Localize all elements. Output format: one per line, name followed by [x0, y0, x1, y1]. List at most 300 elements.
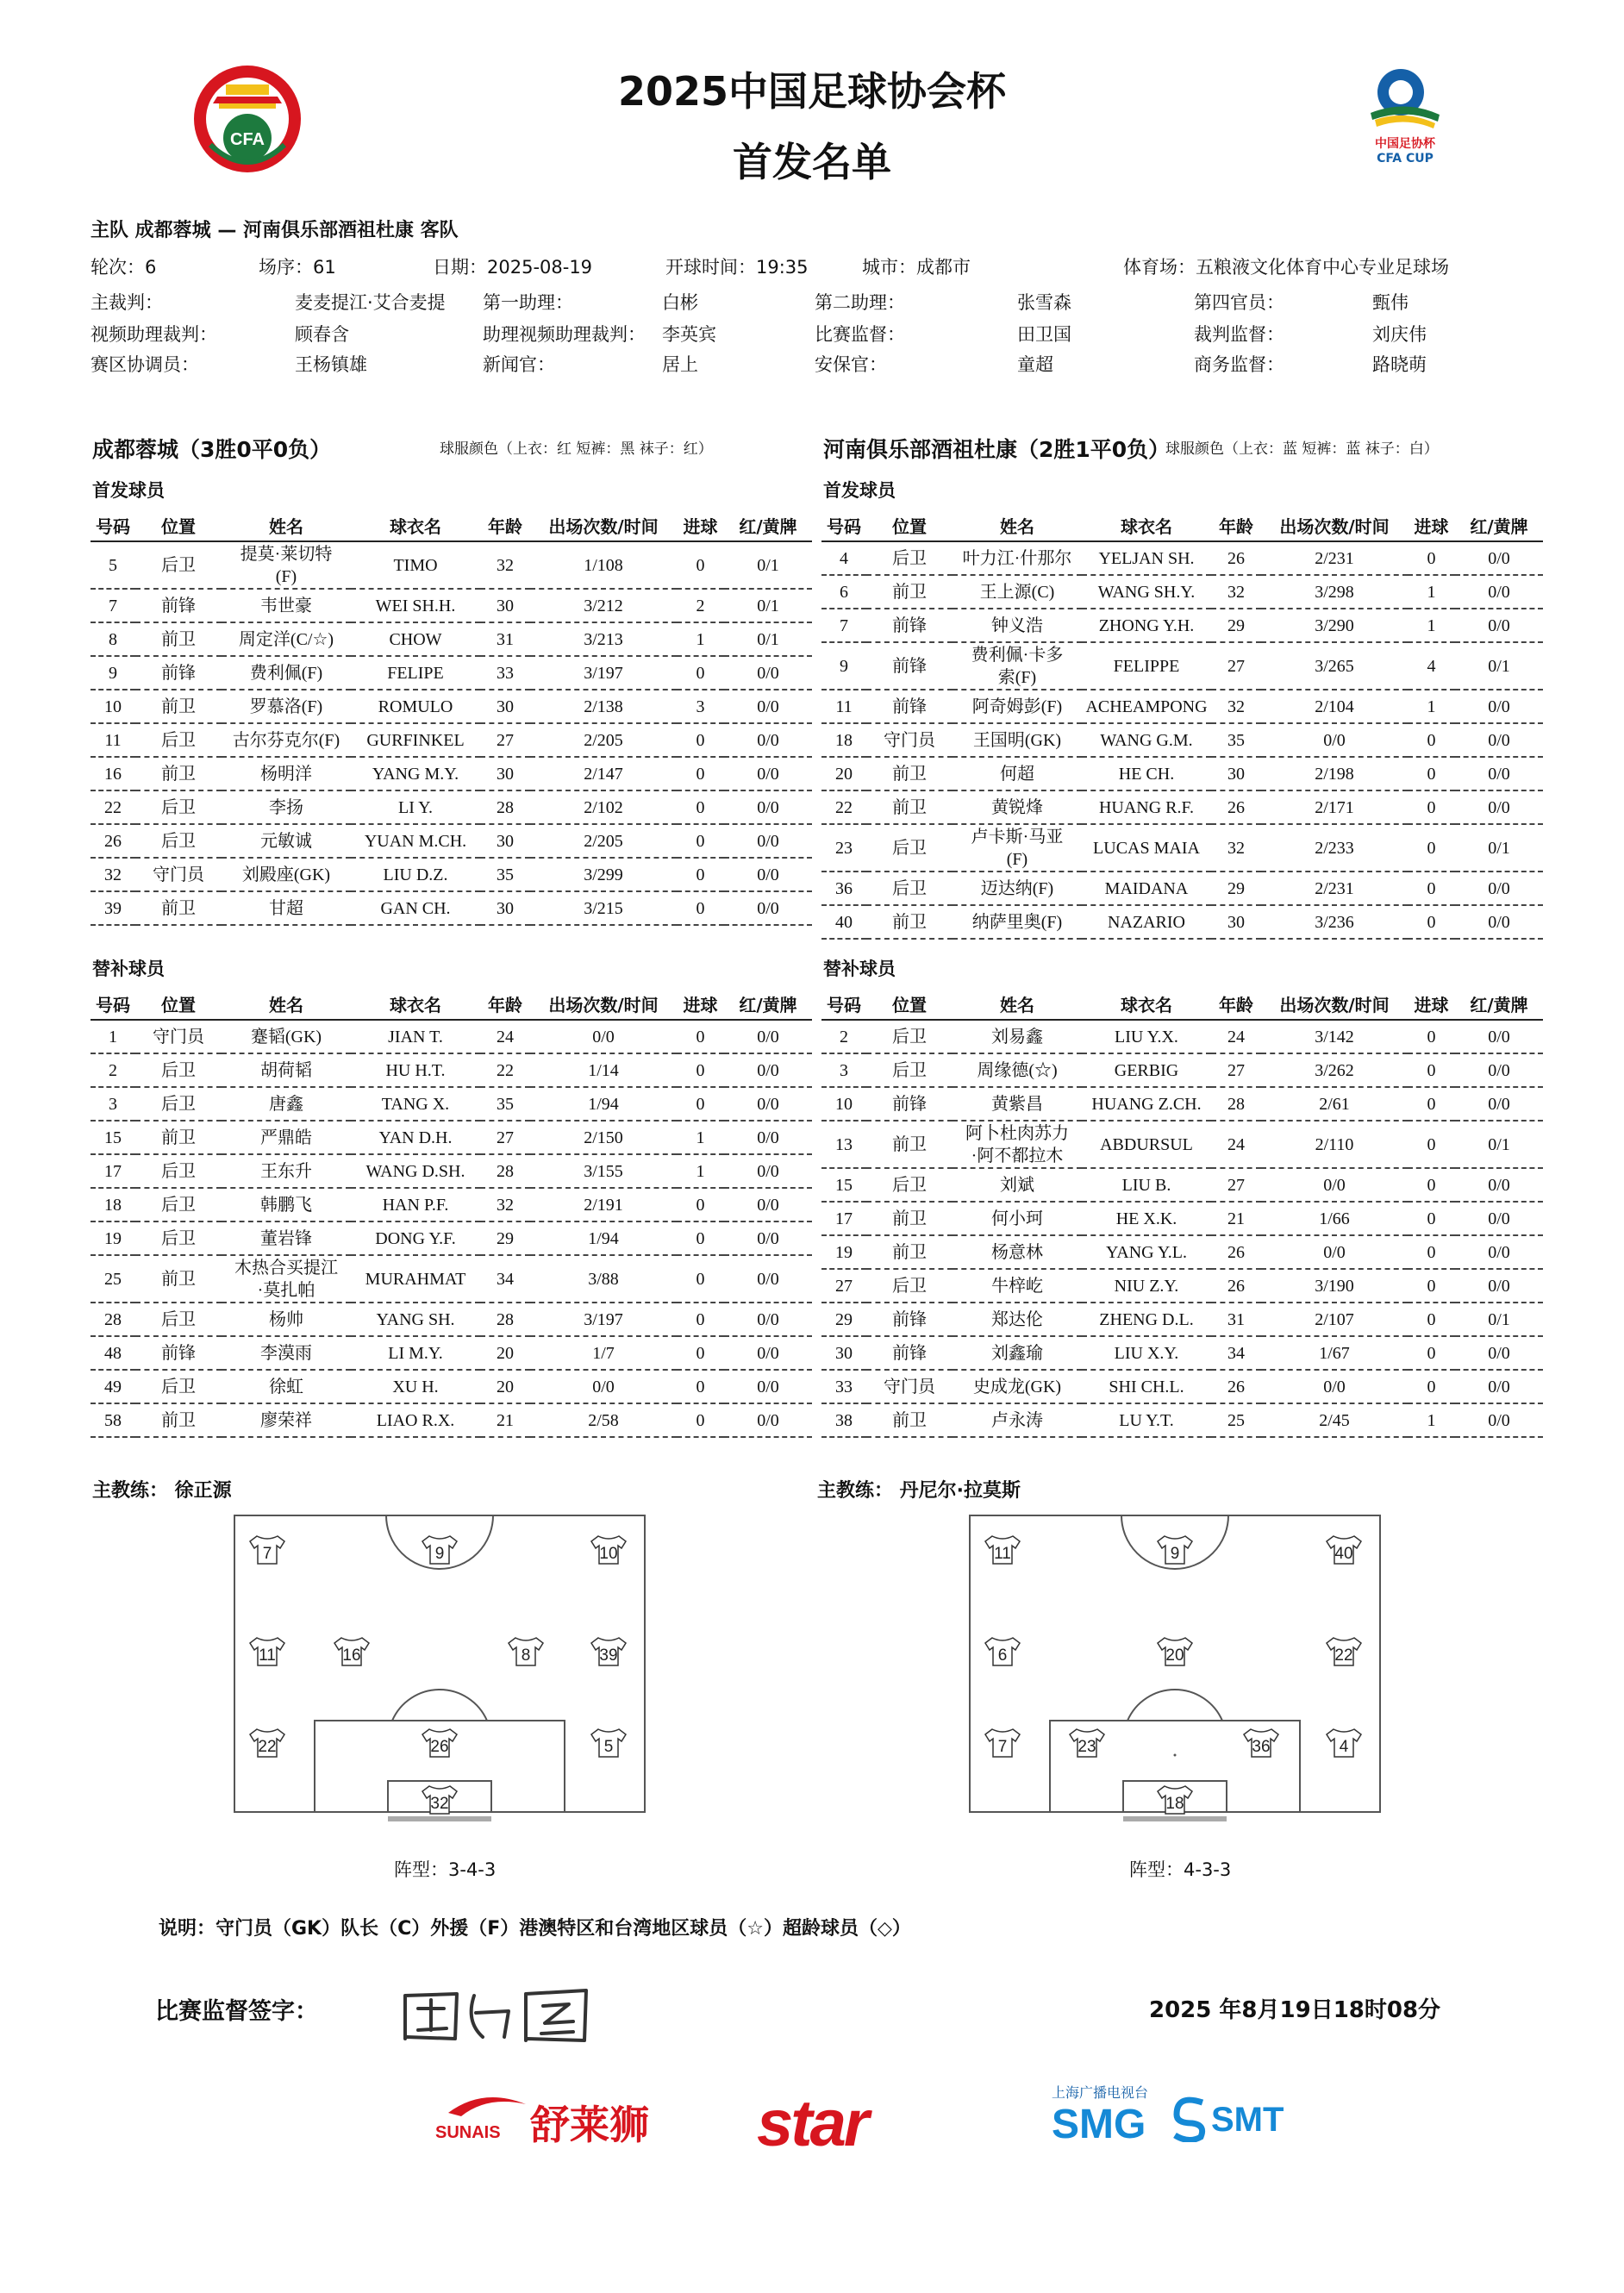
cell-number: 36: [821, 872, 866, 905]
cell-appearances: 2/233: [1261, 824, 1408, 872]
cell-number: 2: [821, 1020, 866, 1053]
cell-cards: 0/0: [724, 1020, 812, 1053]
cell-shirt-name: HUANG Z.CH.: [1082, 1087, 1211, 1121]
player-shirt-icon: [250, 1638, 284, 1665]
cell-appearances: 3/298: [1261, 575, 1408, 609]
cell-shirt-name: HE CH.: [1082, 757, 1211, 790]
cell-position: 后卫: [135, 1087, 222, 1121]
player-row: [821, 1303, 1543, 1336]
cell-age: 25: [1211, 1403, 1261, 1437]
cell-number: 17: [91, 1154, 135, 1188]
player-row: [821, 1235, 1543, 1269]
cell-appearances: 3/155: [530, 1154, 677, 1188]
cell-shirt-name: HAN P.F.: [351, 1188, 480, 1221]
cell-goals: 0: [1408, 872, 1455, 905]
cell-number: 26: [91, 824, 135, 858]
cell-goals: 0: [677, 1255, 724, 1303]
smt-s-icon: [1168, 2094, 1211, 2142]
cell-position: 后卫: [135, 1154, 222, 1188]
player-row: [91, 1403, 812, 1437]
player-shirt-icon: [1158, 1536, 1192, 1564]
cell-position: 前卫: [135, 757, 222, 790]
cell-shirt-name: MURAHMAT: [351, 1255, 480, 1303]
cell-number: 9: [821, 642, 866, 690]
column-header-shirt-name: 球衣名: [1082, 988, 1211, 1020]
cell-position: 后卫: [866, 824, 953, 872]
cell-appearances: 2/102: [530, 790, 677, 824]
shirt-number: 16: [342, 1646, 361, 1665]
cell-name: 提莫·莱切特(F): [222, 541, 351, 589]
cell-cards: 0/0: [1455, 1370, 1543, 1403]
official-label: 赛区协调员：: [91, 354, 199, 375]
cell-age: 35: [480, 1087, 530, 1121]
cell-age: 28: [480, 1154, 530, 1188]
player-row: [821, 1336, 1543, 1370]
player-row: [91, 1370, 812, 1403]
cell-position: 后卫: [866, 541, 953, 575]
official-label: 第二助理：: [815, 292, 905, 313]
official-name: 路晓萌: [1372, 354, 1427, 375]
shirt-number: 26: [430, 1738, 449, 1756]
column-header-goals: 进球: [677, 988, 724, 1020]
cell-position: 后卫: [866, 872, 953, 905]
official-name: 童超: [1017, 354, 1053, 375]
shirt-number: 9: [434, 1545, 445, 1563]
cell-shirt-name: NIU Z.Y.: [1082, 1269, 1211, 1303]
handwritten-signature: [397, 1970, 638, 2047]
cell-shirt-name: LIU Y.X.: [1082, 1020, 1211, 1053]
cell-name: 史成龙(GK): [953, 1370, 1082, 1403]
cell-position: 前锋: [135, 1336, 222, 1370]
column-header-shirt-name: 球衣名: [351, 988, 480, 1020]
cell-number: 1: [91, 1020, 135, 1053]
cell-number: 16: [91, 757, 135, 790]
cell-number: 19: [91, 1221, 135, 1255]
cell-goals: 0: [1408, 1336, 1455, 1370]
cell-number: 38: [821, 1403, 866, 1437]
player-shirt-icon: [334, 1638, 369, 1665]
cell-number: 33: [821, 1370, 866, 1403]
cell-appearances: 3/197: [530, 656, 677, 690]
cell-position: 前锋: [135, 589, 222, 622]
cell-age: 30: [1211, 905, 1261, 939]
column-header-name: 姓名: [953, 509, 1082, 541]
cell-position: 前卫: [135, 622, 222, 656]
official-label: 第四官员：: [1194, 292, 1284, 313]
cell-position: 守门员: [135, 1020, 222, 1053]
cell-goals: 0: [1408, 1053, 1455, 1087]
official-name: 张雪森: [1017, 292, 1071, 313]
cell-number: 4: [821, 541, 866, 575]
cell-goals: 0: [677, 541, 724, 589]
cell-age: 29: [1211, 609, 1261, 642]
cell-name: 黄锐烽: [953, 790, 1082, 824]
cell-cards: 0/0: [1455, 872, 1543, 905]
player-row: [91, 1188, 812, 1221]
column-header-goals: 进球: [677, 509, 724, 541]
shirt-number: 40: [1334, 1545, 1353, 1563]
cell-number: 15: [821, 1168, 866, 1202]
cell-number: 3: [91, 1087, 135, 1121]
cell-position: 前锋: [866, 642, 953, 690]
cell-number: 8: [91, 622, 135, 656]
cell-appearances: 0/0: [530, 1020, 677, 1053]
cell-goals: 0: [1408, 1202, 1455, 1235]
cell-cards: 0/0: [1455, 790, 1543, 824]
shirt-number: 9: [1170, 1545, 1180, 1563]
cell-name: 钟义浩: [953, 609, 1082, 642]
cell-number: 23: [821, 824, 866, 872]
cell-appearances: 2/147: [530, 757, 677, 790]
cell-age: 32: [1211, 824, 1261, 872]
shirt-number: 39: [599, 1646, 618, 1665]
cell-age: 28: [1211, 1087, 1261, 1121]
cup-en: CFA CUP: [1377, 152, 1433, 166]
cell-shirt-name: TANG X.: [351, 1087, 480, 1121]
cell-cards: 0/0: [1455, 1168, 1543, 1202]
cell-name: 木热合买提江·莫扎帕: [222, 1255, 351, 1303]
cell-appearances: 2/61: [1261, 1087, 1408, 1121]
official-label: 助理视频助理裁判：: [483, 324, 646, 345]
kickoff-time: 开球时间：19:35: [665, 257, 809, 278]
cell-position: 后卫: [135, 1221, 222, 1255]
cell-age: 21: [480, 1403, 530, 1437]
cell-goals: 0: [677, 1403, 724, 1437]
cell-goals: 0: [677, 858, 724, 891]
home-starters-label: 首发球员: [92, 480, 165, 501]
cell-name: 刘斌: [953, 1168, 1082, 1202]
cell-shirt-name: HUANG R.F.: [1082, 790, 1211, 824]
official-name: 甄伟: [1372, 292, 1409, 313]
cell-name: 杨明洋: [222, 757, 351, 790]
cell-shirt-name: YAN D.H.: [351, 1121, 480, 1154]
page-subtitle: 首发名单: [733, 139, 891, 185]
player-row: [91, 891, 812, 925]
player-row: [91, 1020, 812, 1053]
cell-appearances: 0/0: [1261, 1370, 1408, 1403]
player-row: [821, 824, 1543, 872]
cell-shirt-name: LIU X.Y.: [1082, 1336, 1211, 1370]
column-header-name: 姓名: [953, 988, 1082, 1020]
cell-shirt-name: YELJAN SH.: [1082, 541, 1211, 575]
official-name: 麦麦提江·艾合麦提: [295, 292, 446, 313]
cell-position: 前卫: [135, 891, 222, 925]
cell-name: 何小珂: [953, 1202, 1082, 1235]
cell-position: 前卫: [866, 1403, 953, 1437]
cell-goals: 0: [677, 790, 724, 824]
cell-number: 6: [821, 575, 866, 609]
player-shirt-icon: [422, 1729, 457, 1757]
cell-number: 58: [91, 1403, 135, 1437]
cell-age: 22: [480, 1053, 530, 1087]
cell-number: 9: [91, 656, 135, 690]
cell-number: 29: [821, 1303, 866, 1336]
cell-appearances: 3/236: [1261, 905, 1408, 939]
cell-name: 纳萨里奥(F): [953, 905, 1082, 939]
player-row: [91, 1255, 812, 1303]
cell-position: 前锋: [866, 1336, 953, 1370]
player-shirt-icon: [1158, 1638, 1192, 1665]
cell-appearances: 3/262: [1261, 1053, 1408, 1087]
cell-number: 10: [821, 1087, 866, 1121]
cell-position: 守门员: [866, 1370, 953, 1403]
cell-appearances: 2/205: [530, 723, 677, 757]
cell-position: 后卫: [135, 1053, 222, 1087]
cell-name: 甘超: [222, 891, 351, 925]
cell-cards: 0/0: [1455, 609, 1543, 642]
shirt-number: 36: [1252, 1738, 1271, 1756]
cell-shirt-name: YANG SH.: [351, 1303, 480, 1336]
cell-cards: 0/0: [1455, 1403, 1543, 1437]
cell-name: 杨帅: [222, 1303, 351, 1336]
home-coach: 主教练： 徐正源: [92, 1480, 232, 1502]
cell-cards: 0/0: [724, 1053, 812, 1087]
player-shirt-icon: [1327, 1536, 1361, 1564]
cell-shirt-name: HU H.T.: [351, 1053, 480, 1087]
cell-number: 13: [821, 1121, 866, 1168]
cell-goals: 0: [1408, 723, 1455, 757]
cell-goals: 0: [677, 1087, 724, 1121]
cell-cards: 0/0: [724, 757, 812, 790]
column-header-cards: 红/黄牌: [1455, 988, 1543, 1020]
shirt-number: 10: [599, 1545, 618, 1563]
cell-goals: 0: [677, 1188, 724, 1221]
cell-name: 廖荣祥: [222, 1403, 351, 1437]
cell-name: 郑达伦: [953, 1303, 1082, 1336]
player-row: [821, 1403, 1543, 1437]
cell-age: 27: [1211, 1168, 1261, 1202]
cell-shirt-name: MAIDANA: [1082, 872, 1211, 905]
cell-goals: 0: [1408, 905, 1455, 939]
cell-appearances: 1/94: [530, 1221, 677, 1255]
cell-appearances: 3/190: [1261, 1269, 1408, 1303]
cell-appearances: 2/104: [1261, 690, 1408, 723]
cell-goals: 0: [1408, 1020, 1455, 1053]
cell-cards: 0/0: [724, 1121, 812, 1154]
cell-appearances: 2/110: [1261, 1121, 1408, 1168]
cell-shirt-name: ACHEAMPONG: [1082, 690, 1211, 723]
cell-age: 32: [1211, 575, 1261, 609]
cell-age: 26: [1211, 1370, 1261, 1403]
cell-shirt-name: FELIPPE: [1082, 642, 1211, 690]
player-shirt-icon: [1070, 1729, 1104, 1757]
cell-goals: 0: [1408, 1269, 1455, 1303]
cell-shirt-name: JIAN T.: [351, 1020, 480, 1053]
cell-goals: 1: [1408, 609, 1455, 642]
column-header-appearances: 出场次数/时间: [1261, 988, 1408, 1020]
cell-age: 32: [1211, 690, 1261, 723]
column-header-shirt-name: 球衣名: [1082, 509, 1211, 541]
column-header-position: 位置: [135, 988, 222, 1020]
cell-position: 后卫: [135, 723, 222, 757]
cell-number: 39: [91, 891, 135, 925]
player-row: [91, 1087, 812, 1121]
cell-position: 后卫: [135, 1303, 222, 1336]
shirt-number: 20: [1165, 1646, 1184, 1665]
official-label: 裁判监督：: [1194, 324, 1284, 345]
player-shirt-icon: [1158, 1786, 1192, 1814]
cell-position: 前卫: [866, 1202, 953, 1235]
cell-cards: 0/0: [1455, 1053, 1543, 1087]
shirt-number: 4: [1339, 1738, 1349, 1756]
player-row: [91, 1221, 812, 1255]
cell-goals: 1: [677, 1121, 724, 1154]
cell-number: 48: [91, 1336, 135, 1370]
cell-shirt-name: XU H.: [351, 1370, 480, 1403]
cell-cards: 0/0: [1455, 1235, 1543, 1269]
player-row: [91, 723, 812, 757]
cell-name: 李扬: [222, 790, 351, 824]
cell-name: 阿奇姆彭(F): [953, 690, 1082, 723]
cell-age: 31: [480, 622, 530, 656]
cell-cards: 0/1: [1455, 642, 1543, 690]
cell-goals: 0: [677, 1336, 724, 1370]
home-formation-pitch: [233, 1514, 646, 1824]
official-label: 安保官：: [815, 354, 887, 375]
cell-cards: 0/0: [724, 824, 812, 858]
cell-age: 30: [480, 757, 530, 790]
cell-shirt-name: LIAO R.X.: [351, 1403, 480, 1437]
player-row: [91, 858, 812, 891]
player-shirt-icon: [509, 1638, 543, 1665]
official-name: 顾春含: [295, 324, 349, 345]
away-team-name: 河南俱乐部酒祖杜康（2胜1平0负）: [823, 437, 1171, 462]
cell-appearances: 3/265: [1261, 642, 1408, 690]
player-shirt-icon: [985, 1638, 1020, 1665]
cell-age: 30: [480, 891, 530, 925]
cell-number: 7: [91, 589, 135, 622]
column-header-appearances: 出场次数/时间: [530, 988, 677, 1020]
player-row: [91, 1121, 812, 1154]
sign-date: 2025 年8月19日18时08分: [1149, 1997, 1441, 2023]
cell-age: 29: [480, 1221, 530, 1255]
cell-cards: 0/0: [1455, 1269, 1543, 1303]
cell-number: 10: [91, 690, 135, 723]
cell-shirt-name: WANG D.SH.: [351, 1154, 480, 1188]
cell-name: 费利佩·卡多索(F): [953, 642, 1082, 690]
player-shirt-icon: [250, 1729, 284, 1757]
stadium: 体育场：五粮液文化体育中心专业足球场: [1123, 257, 1449, 278]
official-label: 新闻官：: [483, 354, 555, 375]
cell-age: 24: [1211, 1020, 1261, 1053]
cell-goals: 4: [1408, 642, 1455, 690]
cell-cards: 0/0: [724, 690, 812, 723]
cell-age: 26: [1211, 1269, 1261, 1303]
column-header-appearances: 出场次数/时间: [1261, 509, 1408, 541]
cell-position: 前卫: [135, 690, 222, 723]
shirt-number: 6: [997, 1646, 1008, 1665]
cell-cards: 0/0: [1455, 1020, 1543, 1053]
cell-position: 前锋: [866, 1087, 953, 1121]
official-label: 比赛监督：: [815, 324, 905, 345]
cell-goals: 0: [1408, 541, 1455, 575]
cell-age: 27: [1211, 642, 1261, 690]
official-name: 王杨镇雄: [295, 354, 367, 375]
player-row: [91, 757, 812, 790]
player-row: [821, 905, 1543, 939]
official-name: 白彬: [662, 292, 698, 313]
cell-age: 20: [480, 1370, 530, 1403]
cell-position: 前卫: [866, 1235, 953, 1269]
cell-cards: 0/1: [1455, 1303, 1543, 1336]
cell-shirt-name: CHOW: [351, 622, 480, 656]
column-header-name: 姓名: [222, 509, 351, 541]
shirt-number: 8: [521, 1646, 531, 1665]
cell-position: 前锋: [866, 690, 953, 723]
cell-cards: 0/0: [1455, 690, 1543, 723]
cell-position: 后卫: [866, 1269, 953, 1303]
cell-age: 20: [480, 1336, 530, 1370]
player-row: [91, 1053, 812, 1087]
match-header: 主队 成都蓉城 — 河南俱乐部酒祖杜康 客队: [91, 220, 459, 241]
cell-number: 2: [91, 1053, 135, 1087]
column-header-number: 号码: [821, 988, 866, 1020]
away-formation-pitch: [968, 1514, 1382, 1824]
column-header-position: 位置: [135, 509, 222, 541]
cell-name: 牛梓屹: [953, 1269, 1082, 1303]
official-label: 第一助理：: [483, 292, 573, 313]
cell-age: 24: [1211, 1121, 1261, 1168]
cell-name: 卢永涛: [953, 1403, 1082, 1437]
column-header-cards: 红/黄牌: [724, 509, 812, 541]
cell-goals: 0: [677, 1303, 724, 1336]
player-row: [821, 790, 1543, 824]
cell-position: 后卫: [866, 1168, 953, 1202]
cell-name: 周定洋(C/☆): [222, 622, 351, 656]
cell-cards: 0/0: [1455, 575, 1543, 609]
cell-number: 22: [821, 790, 866, 824]
cell-cards: 0/0: [1455, 541, 1543, 575]
shirt-number: 11: [259, 1646, 276, 1665]
sponsor-smg: 上海广播电视台 SMG SMT: [1052, 2084, 1284, 2147]
player-shirt-icon: [422, 1786, 457, 1814]
player-shirt-icon: [591, 1536, 626, 1564]
cell-cards: 0/1: [724, 541, 812, 589]
player-row: [821, 1202, 1543, 1235]
official-name: 田卫国: [1017, 324, 1071, 345]
cell-name: 费利佩(F): [222, 656, 351, 690]
cell-cards: 0/0: [1455, 723, 1543, 757]
cell-cards: 0/0: [724, 1087, 812, 1121]
player-shirt-icon: [250, 1536, 284, 1564]
city: 城市：成都市: [862, 257, 971, 278]
column-header-age: 年龄: [1211, 988, 1261, 1020]
cell-cards: 0/0: [724, 723, 812, 757]
cell-cards: 0/0: [724, 1303, 812, 1336]
cell-name: 王东升: [222, 1154, 351, 1188]
cell-age: 28: [480, 1303, 530, 1336]
shirt-number: 7: [262, 1545, 272, 1563]
cell-position: 前卫: [866, 905, 953, 939]
cell-goals: 1: [677, 622, 724, 656]
cell-age: 26: [1211, 541, 1261, 575]
cell-appearances: 2/58: [530, 1403, 677, 1437]
column-header-cards: 红/黄牌: [1455, 509, 1543, 541]
cell-name: 蹇韬(GK): [222, 1020, 351, 1053]
cell-appearances: 1/66: [1261, 1202, 1408, 1235]
cell-goals: 1: [1408, 575, 1455, 609]
cell-name: 胡荷韬: [222, 1053, 351, 1087]
cell-shirt-name: YUAN M.CH.: [351, 824, 480, 858]
cell-age: 30: [1211, 757, 1261, 790]
cell-name: 严鼎皓: [222, 1121, 351, 1154]
cell-position: 前卫: [135, 1121, 222, 1154]
cell-goals: 0: [1408, 1087, 1455, 1121]
cell-position: 前锋: [135, 656, 222, 690]
cell-name: 王上源(C): [953, 575, 1082, 609]
cell-goals: 0: [677, 757, 724, 790]
cell-position: 后卫: [135, 1188, 222, 1221]
